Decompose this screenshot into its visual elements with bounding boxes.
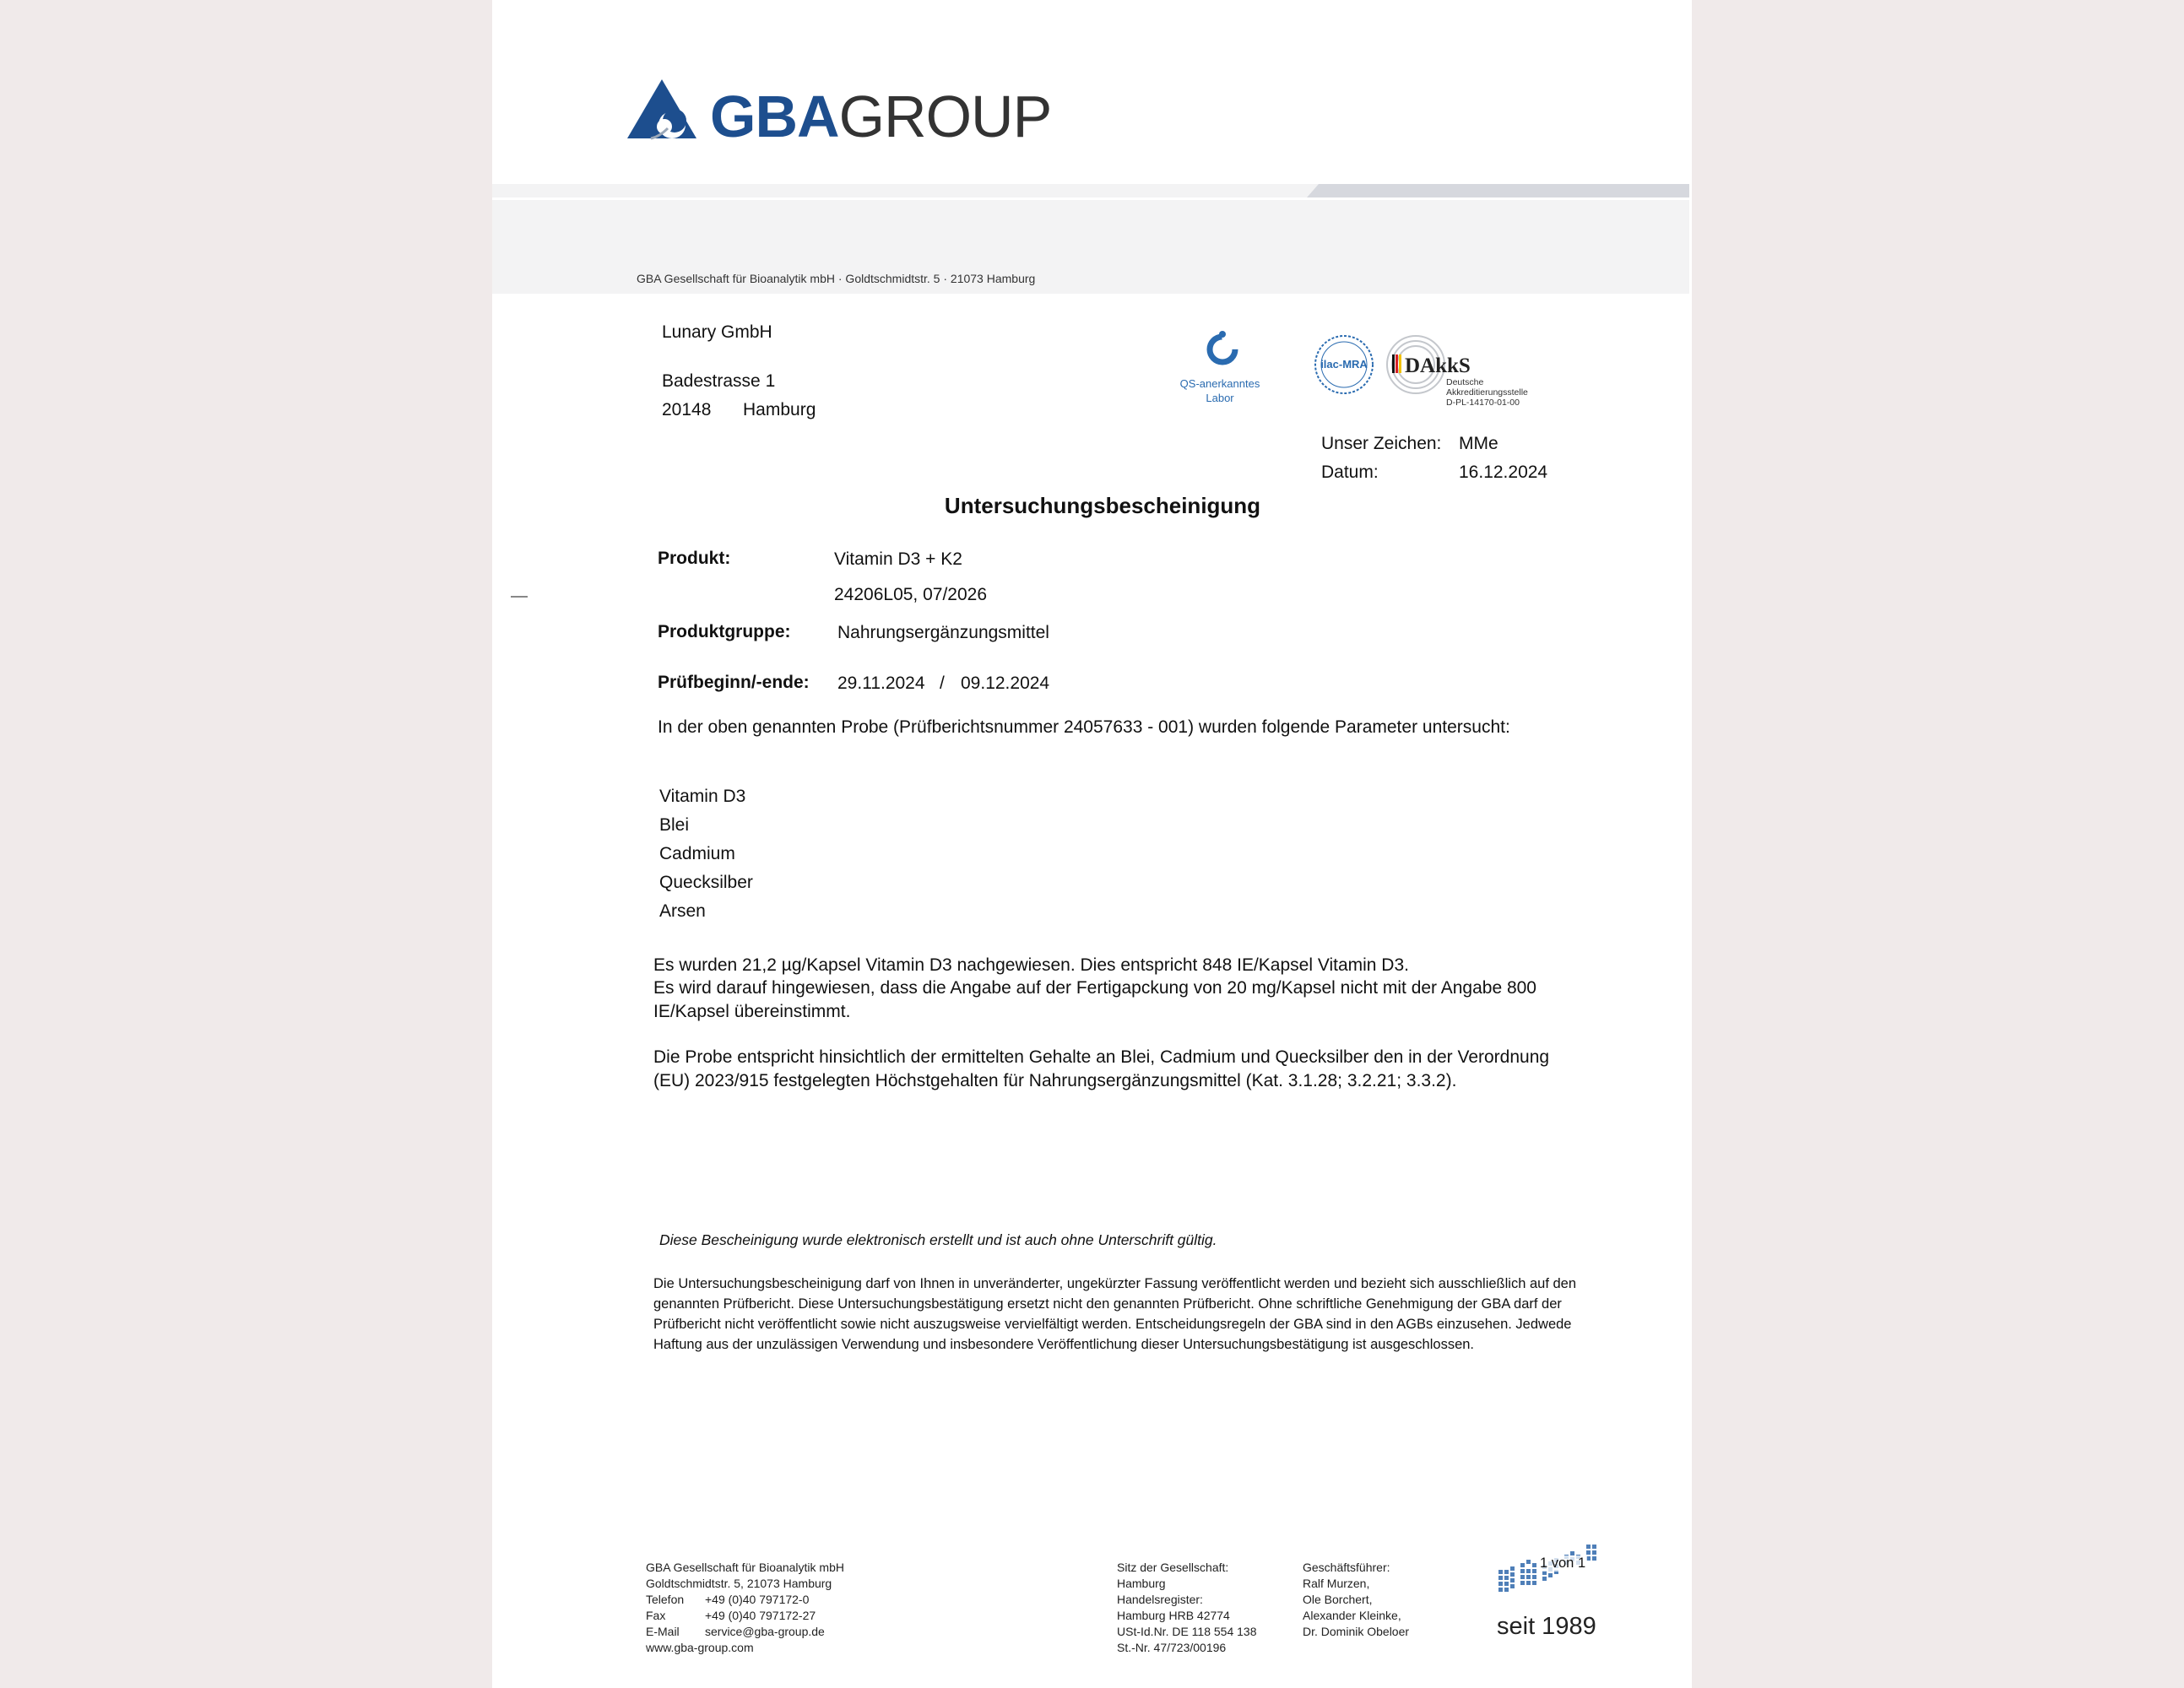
dakks-sub-line2: Akkreditierungsstelle <box>1446 387 1528 398</box>
footer-fax-label: Fax <box>646 1609 666 1622</box>
footer-register: Hamburg HRB 42774 <box>1117 1609 1230 1622</box>
footer-web-link[interactable]: www.gba-group.com <box>646 1641 754 1654</box>
footer-managers-block <box>1303 1560 1409 1640</box>
footer-tax: St.-Nr. 47/723/00196 <box>1117 1641 1227 1654</box>
footer-phone-label: Telefon <box>646 1593 685 1606</box>
footer-manager: Alexander Kleinke, <box>1303 1609 1401 1622</box>
result-paragraph: Es wird darauf hingewiesen, dass die Angabe auf der Fertigapckung von 20 mg/Kapsel nicht mit der Angabe 800 IE/Kapsel übereinstimmt. <box>653 978 1536 1021</box>
footer-email-label: E-Mail <box>646 1625 680 1638</box>
footer-company-block <box>646 1560 844 1656</box>
test-period-separator: / <box>940 674 945 693</box>
reference-date-value: 16.12.2024 <box>1459 463 1548 482</box>
dakks-sub-line1: Deutsche <box>1446 377 1484 387</box>
gba-logo-text <box>710 83 1051 150</box>
footer-seat-label: Sitz der Gesellschaft: <box>1117 1561 1229 1574</box>
footer-email-link[interactable]: service@gba-group.de <box>705 1625 825 1638</box>
product-batch: 24206L05, 07/2026 <box>834 585 988 604</box>
parameter-item: Arsen <box>659 901 706 921</box>
parameter-item: Blei <box>659 815 690 835</box>
footer-registry-block <box>1117 1560 1257 1656</box>
footer-managers-label: Geschäftsführer: <box>1303 1561 1390 1574</box>
qs-label-line2: Labor <box>1206 392 1234 404</box>
sender-line: GBA Gesellschaft für Bioanalytik mbH · Goldtschmidtstr. 5 · 21073 Hamburg <box>637 272 1036 285</box>
footer-email-row <box>646 1624 844 1640</box>
footer-company: GBA Gesellschaft für Bioanalytik mbH <box>646 1561 844 1574</box>
margin-mark <box>511 596 528 598</box>
document-title: Untersuchungsbescheinigung <box>944 493 1261 518</box>
footer-fax: +49 (0)40 797172-27 <box>705 1609 816 1622</box>
page-indicator: 1 von 1 <box>1540 1555 1586 1571</box>
result-paragraph: Es wurden 21,2 µg/Kapsel Vitamin D3 nachgewiesen. Dies entspricht 848 IE/Kapsel Vitamin D3. <box>653 955 1409 975</box>
gba-logo-mark-icon <box>626 78 698 140</box>
parameter-item: Quecksilber <box>659 873 753 892</box>
recipient-company: Lunary GmbH <box>662 322 772 342</box>
dakks-sub <box>1446 377 1528 408</box>
footer-manager: Dr. Dominik Obeloer <box>1303 1625 1410 1638</box>
footer-manager: Ralf Murzen, <box>1303 1577 1370 1590</box>
qs-label-line1: QS-anerkanntes <box>1179 377 1260 390</box>
dakks-label: DAkkS <box>1405 354 1471 377</box>
qs-logo-icon <box>1206 331 1239 370</box>
product-group-label: Produktgruppe: <box>658 622 791 641</box>
product-label: Produkt: <box>658 549 731 568</box>
parameter-item: Vitamin D3 <box>659 787 746 806</box>
footer-manager: Ole Borchert, <box>1303 1593 1373 1606</box>
reference-sign-label: Unser Zeichen: <box>1321 434 1442 453</box>
header-band-stripe <box>1307 184 1689 197</box>
document-page <box>492 0 1692 1688</box>
footer-phone: +49 (0)40 797172-0 <box>705 1593 810 1606</box>
footer-vat: USt-Id.Nr. DE 118 554 138 <box>1117 1625 1257 1638</box>
disclaimer-text: Die Untersuchungsbescheinigung darf von Ihnen in unveränderter, ungekürzter Fassung veröffentlicht werden und bezieht sich ausschließlich auf den genannten Prüfbericht. Diese Untersuchungsbestätigung ersetzt nicht den genannten Prüfbericht. Ohne schriftliche Genehmigung der GBA darf der Prüfbericht nicht veröffentlicht sowie nicht auszugsweise vervielfältigt werden. Entscheidungsregeln der GBA sind in den AGBs einzusehen. Jedwede Haftung aus der unzulässigen Verwendung und insbesondere Veröffentlichung dieser Untersuchungsbestätigung ist ausgeschlossen. <box>653 1276 1577 1352</box>
reference-sign-value: MMe <box>1459 434 1498 453</box>
test-period-label: Prüfbeginn/-ende: <box>658 673 810 692</box>
result-paragraph: Die Probe entspricht hinsichtlich der ermittelten Gehalte an Blei, Cadmium und Quecksilber den in der Verordnung (EU) 2023/915 festgelegten Höchstgehalten für Nahrungsergänzungsmittel (Kat. 3.1.28; 3.2.21; 3.3.2). <box>653 1047 1550 1090</box>
footer-register-label: Handelsregister: <box>1117 1593 1203 1606</box>
recipient-street: Badestrasse 1 <box>662 371 776 391</box>
product-name: Vitamin D3 + K2 <box>834 549 962 569</box>
logo-group: GROUP <box>838 84 1052 149</box>
product-group-value: Nahrungsergänzungsmittel <box>837 623 1049 642</box>
footer-fax-row <box>646 1608 844 1624</box>
parameter-item: Cadmium <box>659 844 735 863</box>
test-period-end: 09.12.2024 <box>961 674 1050 693</box>
intro-text: In der oben genannten Probe (Prüfberichtsnummer 24057633 - 001) wurden folgende Parameter untersucht: <box>658 717 1510 737</box>
ilac-label: ilac-MRA <box>1320 358 1368 371</box>
anniversary-label: seit 1989 <box>1497 1613 1596 1640</box>
test-period-start: 29.11.2024 <box>837 674 925 693</box>
footer-phone-row <box>646 1592 844 1608</box>
anniversary-dots-icon <box>1495 1541 1601 1607</box>
logo-gba: GBA <box>710 84 839 149</box>
electronic-note: Diese Bescheinigung wurde elektronisch erstellt und ist auch ohne Unterschrift gültig. <box>659 1231 1217 1248</box>
footer-seat: Hamburg <box>1117 1577 1166 1590</box>
dakks-sub-line3: D-PL-14170-01-00 <box>1446 398 1520 408</box>
footer-address: Goldtschmidtstr. 5, 21073 Hamburg <box>646 1577 832 1590</box>
header-band-line <box>492 197 1689 200</box>
qs-label <box>1178 376 1262 405</box>
reference-date-label: Datum: <box>1321 463 1379 482</box>
recipient-city: Hamburg <box>743 400 816 419</box>
recipient-postal-code: 20148 <box>662 400 712 419</box>
